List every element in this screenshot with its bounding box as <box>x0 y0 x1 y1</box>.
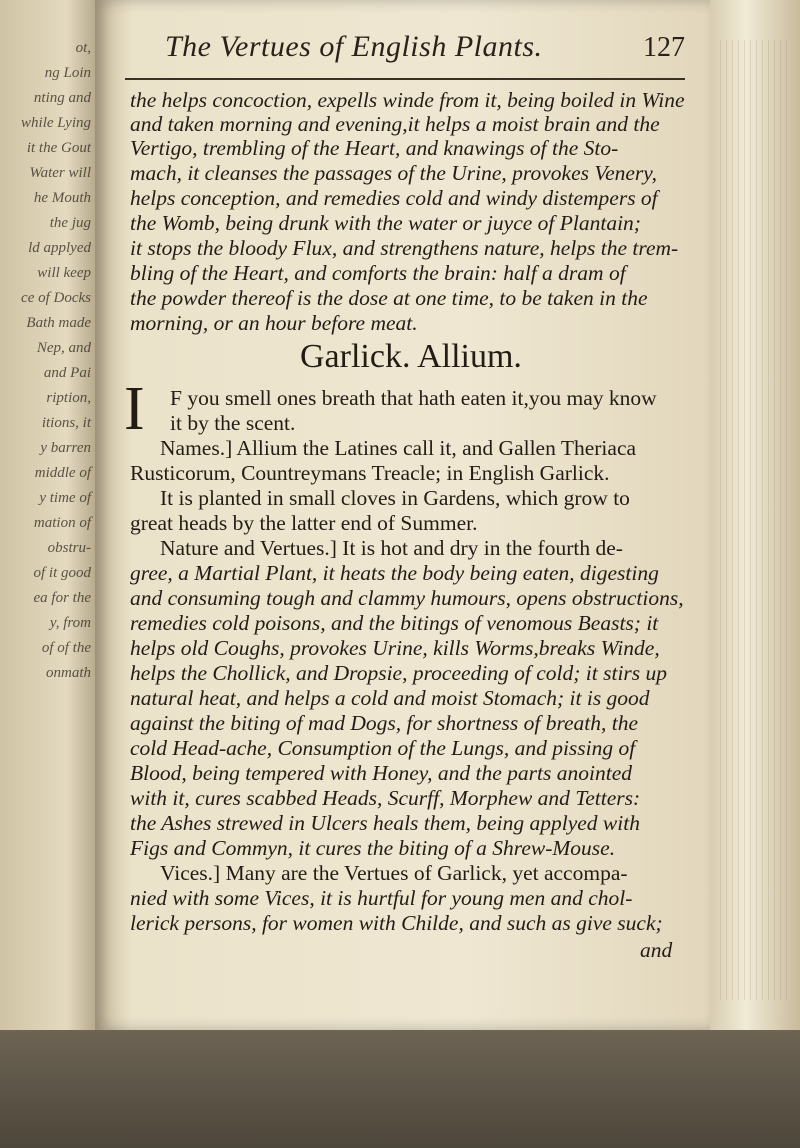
page-header <box>125 30 695 70</box>
text-line: it by the scent. <box>170 411 296 435</box>
previous-page-fragment: and Pai <box>43 365 91 381</box>
previous-page-fragment: of of the <box>41 640 91 656</box>
previous-page-fragment: the jug <box>49 215 91 231</box>
text-line: it stops the bloody Flux, and strengthens nature, helps the trem- <box>130 236 679 260</box>
previous-page-fragment: ng Loin <box>44 65 91 81</box>
text-line: the powder thereof is the dose at one time, to be taken in the <box>130 286 648 310</box>
previous-page-fragment: ription, <box>46 390 91 406</box>
previous-page-fragment: mation of <box>33 515 91 531</box>
text-line: Rusticorum, Countreymans Treacle; in English Garlick. <box>130 461 610 485</box>
previous-page-fragment: y, from <box>49 615 91 631</box>
text-line: Figs and Commyn, it cures the biting of a Shrew-Mouse. <box>130 836 616 860</box>
previous-page-fragment: onmath <box>46 665 91 681</box>
previous-page-fragment: it the Gout <box>26 140 91 156</box>
previous-page-fragment: middle of <box>34 465 91 481</box>
text-line: helps conception, and remedies cold and windy distempers of <box>130 186 658 210</box>
text-line: Vertigo, trembling of the Heart, and knawings of the Sto- <box>130 136 619 160</box>
text-line: Vices.] Many are the Vertues of Garlick, yet accompa- <box>160 861 628 885</box>
previous-page-fragment: Bath made <box>26 315 91 331</box>
text-line: mach, it cleanses the passages of the Urine, provokes Venery, <box>130 161 658 185</box>
text-line: morning, or an hour before meat. <box>130 311 418 335</box>
previous-page-fragment: ot, <box>75 40 91 56</box>
text-line: gree, a Martial Plant, it heats the body being eaten, digesting <box>130 561 659 585</box>
text-line: natural heat, and helps a cold and moist Stomach; it is good <box>130 686 650 710</box>
header-rule <box>125 78 685 80</box>
previous-page-fragment: Water will <box>29 165 91 181</box>
previous-page-fragment: will keep <box>37 265 91 281</box>
previous-page-fragment: obstru- <box>47 540 91 556</box>
previous-page-fragment: ea for the <box>33 590 91 606</box>
text-line: Nature and Vertues.] It is hot and dry in the fourth de- <box>160 536 623 560</box>
text-line: helps the Chollick, and Dropsie, proceeding of cold; it stirs up <box>130 661 668 685</box>
previous-page-edge <box>0 0 95 1030</box>
text-line: against the biting of mad Dogs, for shortness of breath, the <box>130 711 639 735</box>
text-line: Names.] Allium the Latines call it, and Gallen Theriaca <box>160 436 637 460</box>
text-line: Blood, being tempered with Honey, and the parts anointed <box>130 761 632 785</box>
catchword: and <box>640 938 673 962</box>
text-line: the helps concoction, expells winde from it, being boiled in Wine <box>130 88 685 112</box>
text-line: great heads by the latter end of Summer. <box>130 511 478 535</box>
text-line: remedies cold poisons, and the bitings of venomous Beasts; it <box>130 611 659 635</box>
text-line: F you smell ones breath that hath eaten it,you may know <box>170 386 657 410</box>
previous-page-fragment: nting and <box>33 90 91 106</box>
page-stack-lines <box>720 40 790 1000</box>
previous-page-fragment: y time of <box>39 490 91 506</box>
drop-cap: I <box>124 375 145 443</box>
section-heading: Garlick. Allium. <box>300 338 522 375</box>
text-line: and taken morning and evening,it helps a moist brain and the <box>130 112 660 136</box>
previous-page-fragment: itions, it <box>41 415 91 431</box>
text-line: It is planted in small cloves in Gardens, which grow to <box>160 486 630 510</box>
text-line: cold Head-ache, Consumption of the Lungs, and pissing of <box>130 736 636 760</box>
page-number: 127 <box>643 32 685 63</box>
text-line: and consuming tough and clammy humours, opens obstructions, <box>130 586 684 610</box>
previous-page-fragment: of it good <box>33 565 91 581</box>
text-line: lerick persons, for women with Childe, and such as give suck; <box>130 911 663 935</box>
previous-page-fragment: ld applyed <box>28 240 91 256</box>
previous-page-fragment: he Mouth <box>33 190 91 206</box>
text-line: nied with some Vices, it is hurtful for young men and chol- <box>130 886 633 910</box>
text-line: helps old Coughs, provokes Urine, kills Worms,breaks Winde, <box>130 636 660 660</box>
text-line: with it, cures scabbed Heads, Scurff, Morphew and Tetters: <box>130 786 641 810</box>
previous-page-fragment: ce of Docks <box>21 290 91 306</box>
text-line: the Womb, being drunk with the water or juyce of Plantain; <box>130 211 641 235</box>
previous-page-fragment: y barren <box>40 440 91 456</box>
previous-page-fragment: Nep, and <box>36 340 91 356</box>
text-line: the Ashes strewed in Ulcers heals them, being applyed with <box>130 811 640 835</box>
running-title: The Vertues of English Plants. <box>165 30 543 63</box>
background-table <box>0 1030 800 1148</box>
text-line: bling of the Heart, and comforts the brain: half a dram of <box>130 261 626 285</box>
previous-page-fragment: while Lying <box>21 115 91 131</box>
